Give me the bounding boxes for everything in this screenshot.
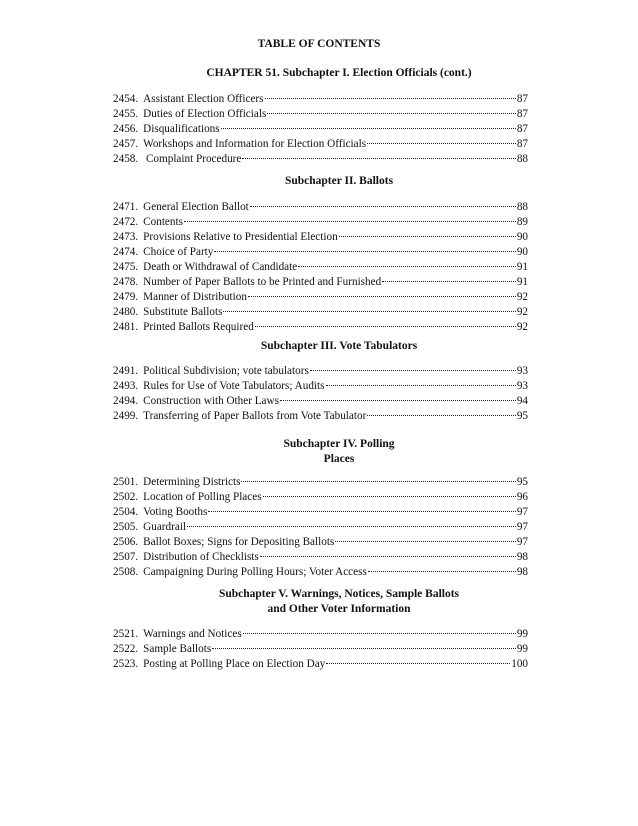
page-number: 87 [516, 93, 528, 105]
entry-title: Rules for Use of Vote Tabulators; Audits [143, 380, 325, 392]
dot-leader [326, 662, 510, 664]
toc-section-2-entries [113, 200, 528, 335]
entry-title: Complaint Procedure [143, 153, 242, 165]
page-number: 91 [516, 261, 528, 273]
toc-entry[interactable] [113, 627, 528, 642]
toc-entry[interactable] [113, 565, 528, 580]
page-number: 90 [516, 231, 528, 243]
dot-leader [248, 295, 516, 297]
page-number: 98 [516, 566, 528, 578]
page-number: 100 [511, 658, 528, 670]
page-number: 87 [516, 108, 528, 120]
subchapter-heading-line: Places [323, 453, 355, 465]
section-number: 2454. [113, 93, 139, 105]
dot-leader [214, 250, 515, 252]
page-number: 88 [516, 153, 528, 165]
page-number: 92 [516, 291, 528, 303]
subchapter-heading-line: Subchapter III. Vote Tabulators [260, 340, 418, 352]
toc-entry[interactable] [113, 379, 528, 394]
page-number: 98 [516, 551, 528, 563]
entry-title: Distribution of Checklists [143, 551, 259, 563]
toc-entry[interactable] [113, 290, 528, 305]
entry-title: Construction with Other Laws [143, 395, 279, 407]
entry-title: Choice of Party [143, 246, 214, 258]
entry-title: Substitute Ballots [143, 306, 223, 318]
toc-entry[interactable] [113, 475, 528, 490]
entry-title: Workshops and Information for Election Officials [143, 138, 367, 150]
page-number: 91 [516, 276, 528, 288]
section-number: 2456. [113, 123, 139, 135]
section-number: 2471. [113, 201, 139, 213]
dot-leader [367, 414, 516, 416]
entry-title: Disqualifications [143, 123, 220, 135]
entry-title: Provisions Relative to Presidential Election [143, 231, 338, 243]
dot-leader [208, 510, 516, 512]
page-number: 90 [516, 246, 528, 258]
dot-leader [265, 97, 516, 99]
toc-section-3-entries [113, 364, 528, 424]
entry-title: Posting at Polling Place on Election Day [143, 658, 326, 670]
section-number: 2474. [113, 246, 139, 258]
toc-section-1-entries [113, 92, 528, 167]
section-number: 2507. [113, 551, 139, 563]
toc-entry[interactable] [113, 200, 528, 215]
section-number: 2458. [113, 153, 139, 165]
page-number: 89 [516, 216, 528, 228]
dot-leader [223, 310, 515, 312]
entry-title: Warnings and Notices [143, 628, 242, 640]
toc-entry[interactable] [113, 394, 528, 409]
section-number: 2502. [113, 491, 139, 503]
page-number: 92 [516, 321, 528, 333]
toc-entry[interactable] [113, 137, 528, 152]
entry-title: Number of Paper Ballots to be Printed and Furnished [143, 276, 382, 288]
dot-leader [339, 235, 516, 237]
toc-entry[interactable] [113, 364, 528, 379]
entry-title: Ballot Boxes; Signs for Depositing Ballots [143, 536, 335, 548]
entry-title: Determining Districts [143, 476, 241, 488]
section-number: 2521. [113, 628, 139, 640]
page-number: 93 [516, 380, 528, 392]
toc-entry[interactable] [113, 657, 528, 672]
toc-entry[interactable] [113, 260, 528, 275]
entry-title: Printed Ballots Required [143, 321, 254, 333]
toc-section-5-entries [113, 627, 528, 672]
toc-entry[interactable] [113, 215, 528, 230]
dot-leader [212, 647, 516, 649]
page-number: 97 [516, 506, 528, 518]
section-number: 2493. [113, 380, 139, 392]
toc-entry[interactable] [113, 152, 528, 167]
dot-leader [255, 325, 516, 327]
entry-title: Location of Polling Places [143, 491, 262, 503]
entry-title: Campaigning During Polling Hours; Voter Access [143, 566, 367, 578]
section-number: 2475. [113, 261, 139, 273]
section-number: 2506. [113, 536, 139, 548]
toc-section-4-entries [113, 475, 528, 580]
page-number: 99 [516, 628, 528, 640]
section-number: 2523. [113, 658, 139, 670]
toc-entry[interactable] [113, 92, 528, 107]
entry-title: Assistant Election Officers [143, 93, 264, 105]
page-number: 95 [516, 476, 528, 488]
dot-leader [267, 112, 516, 114]
page-number: 96 [516, 491, 528, 503]
toc-entry[interactable] [113, 305, 528, 320]
section-number: 2508. [113, 566, 139, 578]
toc-entry[interactable] [113, 505, 528, 520]
toc-entry[interactable] [113, 409, 528, 424]
subchapter-heading-line: Subchapter IV. Polling [283, 438, 395, 450]
entry-title: Transferring of Paper Ballots from Vote Tabulator [143, 410, 367, 422]
section-number: 2494. [113, 395, 139, 407]
dot-leader [298, 265, 516, 267]
entry-title: Death or Withdrawal of Candidate [143, 261, 298, 273]
page-number: 97 [516, 521, 528, 533]
dot-leader [243, 632, 516, 634]
page-number: 87 [516, 123, 528, 135]
subchapter-heading-line: Subchapter V. Warnings, Notices, Sample Ballots [218, 588, 460, 600]
page-number: 88 [516, 201, 528, 213]
dot-leader [326, 384, 516, 386]
section-number: 2473. [113, 231, 139, 243]
section-number: 2499. [113, 410, 139, 422]
dot-leader [280, 399, 516, 401]
subchapter-heading [0, 339, 638, 354]
toc-entry[interactable] [113, 245, 528, 260]
section-number: 2480. [113, 306, 139, 318]
page-title: TABLE OF CONTENTS [257, 38, 381, 50]
dot-leader [382, 280, 516, 282]
entry-title: Political Subdivision; vote tabulators [143, 365, 309, 377]
subchapter-heading-line: Subchapter II. Ballots [284, 175, 394, 187]
toc-entry[interactable] [113, 535, 528, 550]
section-number: 2479. [113, 291, 139, 303]
toc-entry[interactable] [113, 275, 528, 290]
entry-title: General Election Ballot [143, 201, 249, 213]
dot-leader [260, 555, 516, 557]
entry-title: Guardrail [143, 521, 187, 533]
subchapter-heading [0, 587, 638, 617]
entry-title: Contents [143, 216, 183, 228]
entry-title: Manner of Distribution [143, 291, 247, 303]
section-number: 2505. [113, 521, 139, 533]
toc-entry[interactable] [113, 490, 528, 505]
section-number: 2491. [113, 365, 139, 377]
dot-leader [250, 205, 516, 207]
toc-entry[interactable] [113, 520, 528, 535]
toc-entry[interactable] [113, 642, 528, 657]
page-number: 93 [516, 365, 528, 377]
page-number: 97 [516, 536, 528, 548]
entry-title: Duties of Election Officials [143, 108, 267, 120]
toc-entry[interactable] [113, 122, 528, 137]
entry-title: Sample Ballots [143, 643, 212, 655]
section-number: 2457. [113, 138, 139, 150]
dot-leader [221, 127, 516, 129]
dot-leader [184, 220, 516, 222]
section-number: 2455. [113, 108, 139, 120]
section-number: 2522. [113, 643, 139, 655]
dot-leader [335, 540, 516, 542]
section-number: 2504. [113, 506, 139, 518]
section-number: 2478. [113, 276, 139, 288]
toc-entry[interactable] [113, 107, 528, 122]
section-number: 2481. [113, 321, 139, 333]
dot-leader [263, 495, 516, 497]
entry-title: Voting Booths [143, 506, 208, 518]
page-number: 95 [516, 410, 528, 422]
section-number: 2472. [113, 216, 139, 228]
dot-leader [368, 570, 516, 572]
dot-leader [241, 480, 515, 482]
subchapter-heading-line: and Other Voter Information [267, 603, 411, 615]
dot-leader [242, 157, 515, 159]
page-number: 99 [516, 643, 528, 655]
subchapter-heading [0, 437, 638, 467]
page-number: 92 [516, 306, 528, 318]
subchapter-heading [0, 174, 638, 189]
page-number: 87 [516, 138, 528, 150]
section-number: 2501. [113, 476, 139, 488]
page-number: 94 [516, 395, 528, 407]
chapter-heading: CHAPTER 51. Subchapter I. Election Officials (cont.) [206, 67, 472, 79]
toc-entry[interactable] [113, 550, 528, 565]
toc-entry[interactable] [113, 230, 528, 245]
dot-leader [187, 525, 516, 527]
dot-leader [310, 369, 516, 371]
dot-leader [367, 142, 516, 144]
toc-entry[interactable] [113, 320, 528, 335]
